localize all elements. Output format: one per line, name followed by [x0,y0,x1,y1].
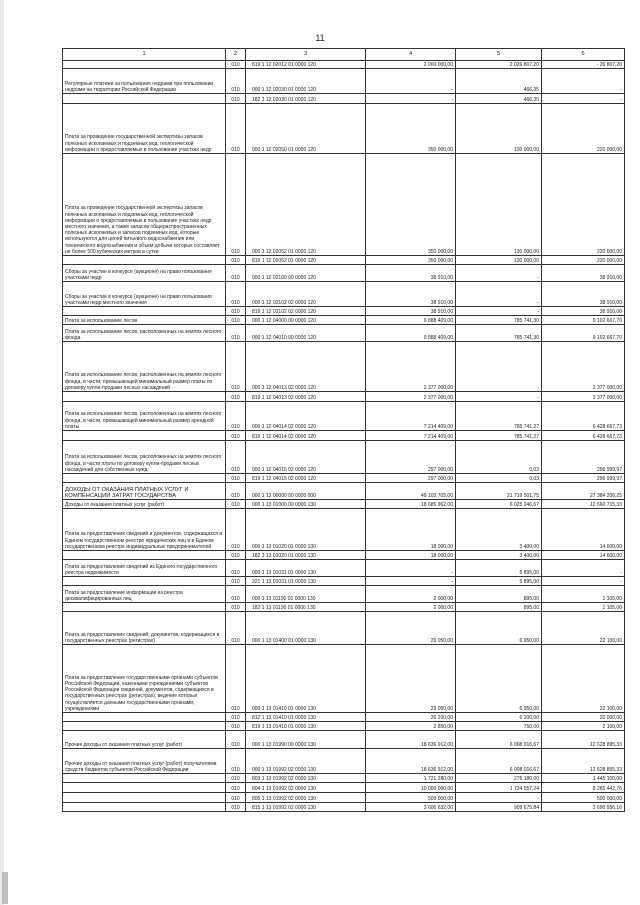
executed-amount-cell: 6 008 016,67 [456,749,542,774]
line-code-cell: 010 [226,392,246,402]
table-row [63,722,625,731]
approved-plan-cell: 2 377 000,00 [366,342,456,392]
unexecuted-amount-cell: 220 000,00 [542,256,625,265]
table-row [63,803,625,812]
executed-amount-cell: 0,03 [456,441,542,474]
executed-amount-cell: - [456,307,542,316]
budget-classification-code-cell: 000 1 13 01000 00 0000 130 [246,500,366,509]
line-code-cell: 010 [226,603,246,612]
unexecuted-amount-cell: 9 102 667,70 [542,316,625,325]
budget-classification-code-cell: 000 1 12 02030 01 0000 120 [246,69,366,94]
revenue-name-cell: Сборы за участие в конкурсе (аукционе) на право пользования участками недр местного значения [63,282,226,307]
table-row [63,783,625,793]
budget-classification-code-cell: 000 1 13 01992 02 0000 130 [246,749,366,774]
executed-amount-cell: 895,00 [456,603,542,612]
executed-amount-cell: 1 734 557,24 [456,783,542,793]
table-row [63,265,625,282]
executed-amount-cell: 0,03 [456,474,542,483]
revenue-name-cell: Плата за проведение государственной экспертизы запасов полезных ископаемых и подземных вод, геологической информации о предоставляемых в пользование участках недр [63,104,226,154]
budget-classification-code-cell: 803 1 13 01992 02 0000 130 [246,774,366,783]
unexecuted-amount-cell: - [542,69,625,94]
table-row [63,154,625,256]
table-row [63,603,625,612]
table-row [63,500,625,509]
budget-classification-code-cell: 000 1 13 01020 01 0000 130 [246,509,366,551]
unexecuted-amount-cell: 22 100,00 [542,645,625,713]
revenue-name-cell: Плата за предоставление государственными органами субъектов Российской Федерации, казенными учреждениями субъектов Российской Федерации сведений, документов, содержащихся в государственных реестрах (регистрах), ведение которых осуществляется данными государственными органами, учреждениями [63,645,226,713]
table-row [63,325,625,342]
revenue-name-cell [63,94,226,104]
executed-amount-cell: - [456,282,542,307]
table-row [63,483,625,500]
unexecuted-amount-cell: - [542,577,625,586]
revenue-name-cell [63,551,226,560]
line-code-cell: 010 [226,325,246,342]
approved-plan-cell: 9 888 409,00 [366,316,456,325]
budget-classification-code-cell: 000 1 13 01990 00 0000 130 [246,731,366,749]
approved-plan-cell: 2 850,00 [366,722,456,731]
revenue-name-cell: Сборы за участие в конкурсе (аукционе) на право пользования участками недр [63,265,226,282]
budget-classification-code-cell: 805 1 13 01992 02 0000 130 [246,793,366,803]
budget-classification-code-cell: 819 1 12 02102 02 0000 120 [246,307,366,316]
revenue-name-cell: Плата за использование лесов, расположенных на землях лесного фонда [63,325,226,342]
line-code-cell: 010 [226,282,246,307]
line-code-cell: 010 [226,316,246,325]
approved-plan-cell: 7 214 409,00 [366,402,456,431]
line-code-cell: 010 [226,483,246,500]
revenue-name-cell: Плата за предоставление сведений из Единого государственного реестра недвижимости [63,560,226,577]
line-code-cell: 010 [226,722,246,731]
executed-amount-cell: 130 000,00 [456,104,542,154]
approved-plan-cell: 38 910,00 [366,265,456,282]
approved-plan-cell: 350 000,00 [366,104,456,154]
executed-amount-cell: 6 025 246,67 [456,500,542,509]
column-header-1: 1 [63,49,226,61]
unexecuted-amount-cell: 20 000,00 [542,713,625,722]
unexecuted-amount-cell: 6 428 667,73 [542,431,625,441]
table-row [63,586,625,603]
line-code-cell: 010 [226,256,246,265]
table-row [63,342,625,392]
table-row [63,731,625,749]
line-code-cell: 010 [226,342,246,392]
line-code-cell: 010 [226,551,246,560]
line-code-cell: 010 [226,431,246,441]
budget-classification-code-cell: 000 1 12 02052 01 0000 120 [246,154,366,256]
approved-plan-cell: - [366,560,456,577]
executed-amount-cell: 130 000,00 [456,256,542,265]
budget-classification-code-cell: 819 1 12 02052 01 0000 120 [246,256,366,265]
budget-classification-code-cell: 812 1 13 01410 01 0000 130 [246,713,366,722]
scan-edge-mark [2,872,8,904]
budget-classification-code-cell: 182 1 13 01190 01 0000 130 [246,603,366,612]
executed-amount-cell: 21 719 501,75 [456,483,542,500]
table-row [63,551,625,560]
unexecuted-amount-cell: 2 100,00 [542,722,625,731]
budget-classification-code-cell: 804 1 13 01992 02 0000 130 [246,783,366,793]
executed-amount-cell: 130 000,00 [456,154,542,256]
executed-amount-cell: 276 180,00 [456,774,542,783]
executed-amount-cell: 6 008 016,67 [456,731,542,749]
table-row [63,316,625,325]
revenue-name-cell: Плата за использование лесов, расположенных на землях лесного фонда, в части, превышающей минимальный размер арендной платы [63,402,226,431]
budget-classification-code-cell: 000 1 13 00000 00 0000 000 [246,483,366,500]
executed-amount-cell: 785 741,30 [456,316,542,325]
approved-plan-cell: 18 000,00 [366,509,456,551]
approved-plan-cell: 297 000,00 [366,441,456,474]
revenue-name-cell [63,256,226,265]
approved-plan-cell: 18 685 962,00 [366,500,456,509]
page-number: 11 [315,33,325,43]
unexecuted-amount-cell: 27 384 206,25 [542,483,625,500]
line-code-cell: 010 [226,713,246,722]
table-row [63,402,625,431]
unexecuted-amount-cell: 6 428 667,73 [542,402,625,431]
unexecuted-amount-cell: 2 377 000,00 [542,342,625,392]
table-row [63,104,625,154]
line-code-cell: 010 [226,803,246,812]
approved-plan-cell: 500 000,00 [366,793,456,803]
revenue-name-cell [63,774,226,783]
line-code-cell: 010 [226,474,246,483]
line-code-cell: 010 [226,61,246,69]
approved-plan-cell: 29 050,00 [366,612,456,645]
budget-classification-code-cell: 000 1 12 04010 00 0000 120 [246,325,366,342]
table-body [63,61,625,812]
budget-classification-code-cell: 182 1 13 01020 01 0000 130 [246,551,366,560]
unexecuted-amount-cell: 22 100,00 [542,612,625,645]
unexecuted-amount-cell: 9 102 667,70 [542,325,625,342]
table-row [63,94,625,104]
table-row [63,749,625,774]
table-row [63,392,625,402]
approved-plan-cell: - [366,69,456,94]
revenue-name-cell [63,803,226,812]
table-row [63,256,625,265]
budget-classification-code-cell: 000 1 13 01190 01 0000 130 [246,586,366,603]
unexecuted-amount-cell: 12 628 895,33 [542,731,625,749]
line-code-cell: 010 [226,307,246,316]
approved-plan-cell: 38 910,00 [366,307,456,316]
revenue-name-cell: Плата за использование лесов [63,316,226,325]
table-row [63,61,625,69]
executed-amount-cell: 785 741,27 [456,402,542,431]
approved-plan-cell: 26 200,00 [366,713,456,722]
approved-plan-cell: 18 636 912,00 [366,731,456,749]
budget-classification-code-cell: 000 1 12 04000 00 0000 120 [246,316,366,325]
budget-classification-code-cell: 182 1 12 02030 01 0000 120 [246,94,366,104]
approved-plan-cell: 18 636 912,00 [366,749,456,774]
column-header-3: 3 [246,49,366,61]
line-code-cell: 010 [226,500,246,509]
unexecuted-amount-cell: 12 628 895,33 [542,749,625,774]
scan-left-edge [0,0,4,905]
budget-classification-code-cell: 819 1 12 04013 02 0000 120 [246,392,366,402]
unexecuted-amount-cell: - [542,560,625,577]
table-row [63,282,625,307]
line-code-cell: 010 [226,441,246,474]
budget-classification-code-cell: 000 1 12 02050 01 0000 120 [246,104,366,154]
budget-classification-code-cell: 819 1 12 02012 01 0000 120 [246,61,366,69]
line-code-cell: 010 [226,560,246,577]
approved-plan-cell: - [366,577,456,586]
approved-plan-cell: 38 910,00 [366,282,456,307]
revenue-name-cell [63,793,226,803]
line-code-cell: 010 [226,265,246,282]
table-row [63,509,625,551]
approved-plan-cell: 297 000,00 [366,474,456,483]
budget-classification-code-cell: 000 1 12 04014 02 0000 120 [246,402,366,431]
executed-amount-cell: 6 200,00 [456,713,542,722]
unexecuted-amount-cell: 12 660 715,33 [542,500,625,509]
unexecuted-amount-cell: 220 000,00 [542,154,625,256]
executed-amount-cell: - [456,342,542,392]
column-header-2: 2 [226,49,246,61]
executed-amount-cell: 750,00 [456,722,542,731]
budget-classification-code-cell: 000 1 12 02100 00 0000 120 [246,265,366,282]
unexecuted-amount-cell: 8 265 442,76 [542,783,625,793]
unexecuted-amount-cell: 14 600,00 [542,509,625,551]
unexecuted-amount-cell: 38 910,00 [542,307,625,316]
line-code-cell: 010 [226,104,246,154]
approved-plan-cell: 7 214 409,00 [366,431,456,441]
revenue-name-cell: Регулярные платежи за пользование недрами при пользовании недрами на территории Российской Федерации [63,69,226,94]
unexecuted-amount-cell: - [542,94,625,104]
table-row [63,793,625,803]
executed-amount-cell: 895,00 [456,586,542,603]
unexecuted-amount-cell: 38 910,00 [542,282,625,307]
budget-classification-code-cell: 000 1 13 01031 01 0000 130 [246,560,366,577]
table-row [63,612,625,645]
revenue-name-cell [63,603,226,612]
column-header-6: 6 [542,49,625,61]
unexecuted-amount-cell: 500 000,00 [542,793,625,803]
revenue-name-cell [63,431,226,441]
table-row [63,69,625,94]
approved-plan-cell: 49 103 705,00 [366,483,456,500]
executed-amount-cell: 466,35 [456,69,542,94]
budget-classification-code-cell: 321 1 13 01031 01 0000 130 [246,577,366,586]
table-row [63,441,625,474]
executed-amount-cell: 466,35 [456,94,542,104]
executed-amount-cell: 909 675,84 [456,803,542,812]
executed-amount-cell: 3 400,00 [456,551,542,560]
table-row [63,645,625,713]
approved-plan-cell: 2 000,00 [366,603,456,612]
budget-classification-code-cell: 000 1 12 02102 02 0000 120 [246,282,366,307]
revenue-name-cell: Плата за проведение государственной экспертизы запасов полезных ископаемых и подземных вод, геологической информации о предоставляемых в пользование участках недр местного значения, а также запасов общераспространенных полезных ископаемых и запасов подземных вод, которые используются для целей питьевого водоснабжения или технического водоснабжения и объем добычи которых составляет не более 500 кубических метров в сутки [63,154,226,256]
table-row [63,774,625,783]
table-row [63,474,625,483]
unexecuted-amount-cell: 1 445 100,00 [542,774,625,783]
revenue-name-cell [63,474,226,483]
table-row [63,307,625,316]
approved-plan-cell: 10 000 000,00 [366,783,456,793]
budget-classification-code-cell: 819 1 12 04015 02 0000 120 [246,474,366,483]
column-number-row [63,49,625,61]
unexecuted-amount-cell: 2 377 000,00 [542,392,625,402]
line-code-cell: 010 [226,731,246,749]
budget-classification-code-cell: 815 1 13 01992 02 0000 130 [246,803,366,812]
executed-amount-cell: 5 895,00 [456,577,542,586]
line-code-cell: 010 [226,509,246,551]
revenue-name-cell [63,307,226,316]
line-code-cell: 010 [226,749,246,774]
approved-plan-cell: 29 050,00 [366,645,456,713]
revenue-name-cell [63,783,226,793]
revenue-name-cell [63,61,226,69]
approved-plan-cell: 3 600 632,00 [366,803,456,812]
revenue-name-cell: Плата за предоставление сведений и документов, содержащихся в Едином государственном реестре юридических лиц и в Едином государственном реестре индивидуальных предпринимателей [63,509,226,551]
unexecuted-amount-cell: 1 105,00 [542,603,625,612]
budget-classification-code-cell: 000 1 12 04015 02 0000 120 [246,441,366,474]
revenue-name-cell: Плата за использование лесов, расположенных на землях лесного фонда, в части, превышающей минимальный размер платы по договору купли-продажи лесных насаждений [63,342,226,392]
executed-amount-cell: 785 741,30 [456,325,542,342]
unexecuted-amount-cell: 14 600,00 [542,551,625,560]
line-code-cell: 010 [226,612,246,645]
unexecuted-amount-cell: 296 999,97 [542,474,625,483]
line-code-cell: 010 [226,577,246,586]
column-header-5: 5 [456,49,542,61]
unexecuted-amount-cell: 1 105,00 [542,586,625,603]
line-code-cell: 010 [226,774,246,783]
executed-amount-cell: 6 950,00 [456,612,542,645]
budget-classification-code-cell: 819 1 13 01410 01 0000 130 [246,722,366,731]
unexecuted-amount-cell: 220 000,00 [542,104,625,154]
table-row [63,560,625,577]
revenue-name-cell [63,392,226,402]
line-code-cell: 010 [226,783,246,793]
budget-classification-code-cell: 819 1 12 04014 02 0000 120 [246,431,366,441]
executed-amount-cell: 6 950,00 [456,645,542,713]
revenue-name-cell [63,713,226,722]
budget-classification-code-cell: 000 1 13 01400 01 0000 130 [246,612,366,645]
executed-amount-cell: 5 895,00 [456,560,542,577]
executed-amount-cell: 3 400,00 [456,509,542,551]
revenue-name-cell: Плата за использование лесов, расположенных на землях лесного фонда, в части платы по договору купли-продажи лесных насаждений для собственных нужд [63,441,226,474]
unexecuted-amount-cell: - 26 807,20 [542,61,625,69]
approved-plan-cell: 2 377 000,00 [366,392,456,402]
line-code-cell: 010 [226,69,246,94]
executed-amount-cell: 785 741,27 [456,431,542,441]
revenue-name-cell: ДОХОДЫ ОТ ОКАЗАНИЯ ПЛАТНЫХ УСЛУГ И КОМПЕНСАЦИИ ЗАТРАТ ГОСУДАРСТВА [63,483,226,500]
approved-plan-cell: 350 000,00 [366,154,456,256]
revenue-name-cell [63,577,226,586]
revenue-name-cell: Прочие доходы от оказания платных услуг (работ) [63,731,226,749]
line-code-cell: 010 [226,586,246,603]
unexecuted-amount-cell: 296 999,97 [542,441,625,474]
table-row [63,713,625,722]
approved-plan-cell: 1 721 280,00 [366,774,456,783]
column-header-4: 4 [366,49,456,61]
table-row [63,577,625,586]
revenue-name-cell: Прочие доходы от оказания платных услуг (работ) получателями средств бюджетов субъектов Российской Федерации [63,749,226,774]
budget-classification-code-cell: 000 1 13 01410 01 0000 130 [246,645,366,713]
line-code-cell: 010 [226,402,246,431]
table-row [63,431,625,441]
approved-plan-cell: 9 888 409,00 [366,325,456,342]
revenue-name-cell: Доходы от оказания платных услуг (работ) [63,500,226,509]
line-code-cell: 010 [226,94,246,104]
revenue-name-cell: Плата за предоставление информации из реестра дисквалифицированных лиц [63,586,226,603]
line-code-cell: 010 [226,154,246,256]
approved-plan-cell: 350 000,00 [366,256,456,265]
unexecuted-amount-cell: 38 910,00 [542,265,625,282]
approved-plan-cell: 2 000,00 [366,586,456,603]
executed-amount-cell: - [456,793,542,803]
line-code-cell: 010 [226,793,246,803]
approved-plan-cell: 2 000 000,00 [366,61,456,69]
approved-plan-cell: 18 000,00 [366,551,456,560]
line-code-cell: 010 [226,645,246,713]
budget-classification-code-cell: 000 1 12 04013 02 0000 120 [246,342,366,392]
executed-amount-cell: - [456,265,542,282]
approved-plan-cell: - [366,94,456,104]
revenue-name-cell [63,722,226,731]
budget-revenue-table [62,48,625,812]
report-table-frame [62,48,624,812]
executed-amount-cell: - [456,392,542,402]
unexecuted-amount-cell: 2 690 956,16 [542,803,625,812]
executed-amount-cell: 2 026 807,20 [456,61,542,69]
revenue-name-cell: Плата за предоставление сведений, документов, содержащихся в государственных реестрах (регистрах) [63,612,226,645]
